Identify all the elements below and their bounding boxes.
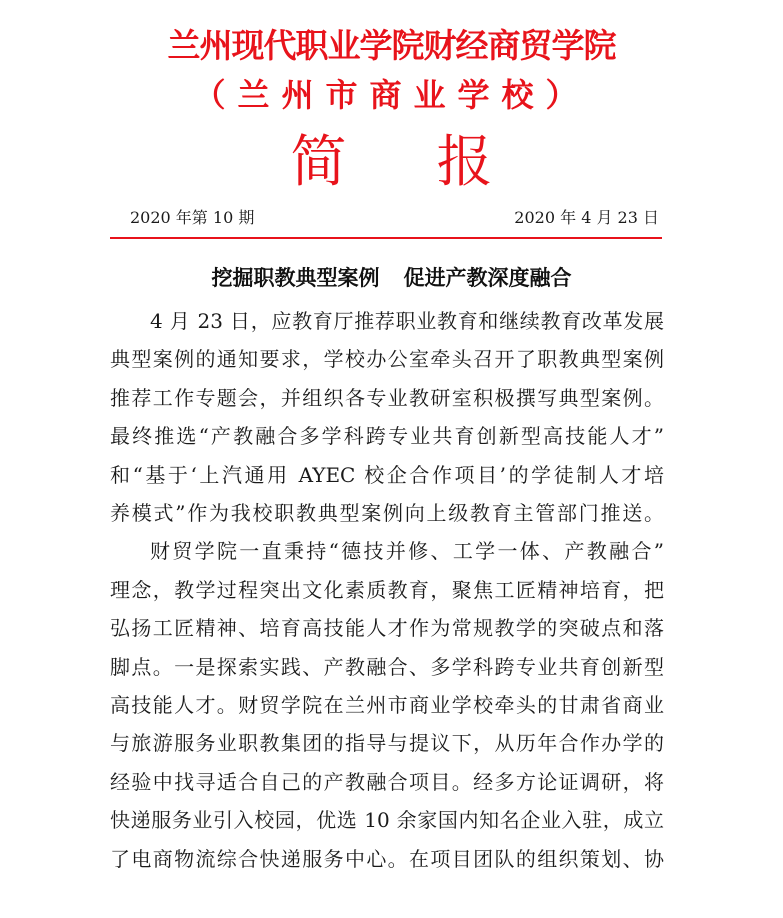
- body-line: 理念，教学过程突出文化素质教育，聚焦工匠精神培育，把: [110, 577, 664, 602]
- body-line: 快递服务业引入校园，优选 10 余家国内知名企业入驻，成立: [110, 808, 664, 833]
- body-line: 与旅游服务业职教集团的指导与提议下，从历年合作办学的: [110, 731, 664, 756]
- body-line: 脚点。一是探索实践、产教融合、多学科跨专业共育创新型: [110, 654, 664, 679]
- org-name: 兰州现代职业学院财经商贸学院: [167, 26, 616, 65]
- article-body: [110, 302, 664, 878]
- article-headline: [0, 262, 783, 292]
- body-line: 和“基于‘上汽通用 AYEC 校企合作项目’的学徒制人才培: [110, 462, 664, 487]
- issue-number: 2020 年第 10 期: [130, 208, 255, 227]
- headline-part-2: 促进产教深度融合: [403, 266, 572, 290]
- headline-part-1: 挖掘职教典型案例: [211, 266, 380, 290]
- bulletin-title: 简报: [290, 130, 583, 195]
- body-line: 典型案例的通知要求，学校办公室牵头召开了职教典型案例: [110, 347, 664, 372]
- issue-date: 2020 年 4 月 23 日: [514, 208, 659, 227]
- body-line: 最终推选“产教融合多学科跨专业共育创新型高技能人才”: [110, 424, 664, 449]
- body-line: 推荐工作专题会，并组织各专业教研室积极撰写典型案例。: [110, 385, 664, 410]
- header-divider: [110, 237, 662, 239]
- body-line: 经验中找寻适合自己的产教融合项目。经多方论证调研，将: [110, 769, 664, 794]
- body-line: 财贸学院一直秉持“德技并修、工学一体、产教融合”: [150, 539, 664, 564]
- body-line: 养模式”作为我校职教典型案例向上级教育主管部门推送。: [110, 501, 664, 526]
- body-line: 高技能人才。财贸学院在兰州市商业学校牵头的甘肃省商业: [110, 693, 664, 718]
- body-line: 4 月 23 日，应教育厅推荐职业教育和继续教育改革发展: [150, 309, 664, 333]
- body-line: 了电商物流综合快递服务中心。在项目团队的组织策划、协: [110, 846, 664, 871]
- body-line: 弘扬工匠精神、培育高技能人才作为常规教学的突破点和落: [110, 616, 664, 641]
- org-subname: （兰州市商业学校）: [193, 76, 590, 114]
